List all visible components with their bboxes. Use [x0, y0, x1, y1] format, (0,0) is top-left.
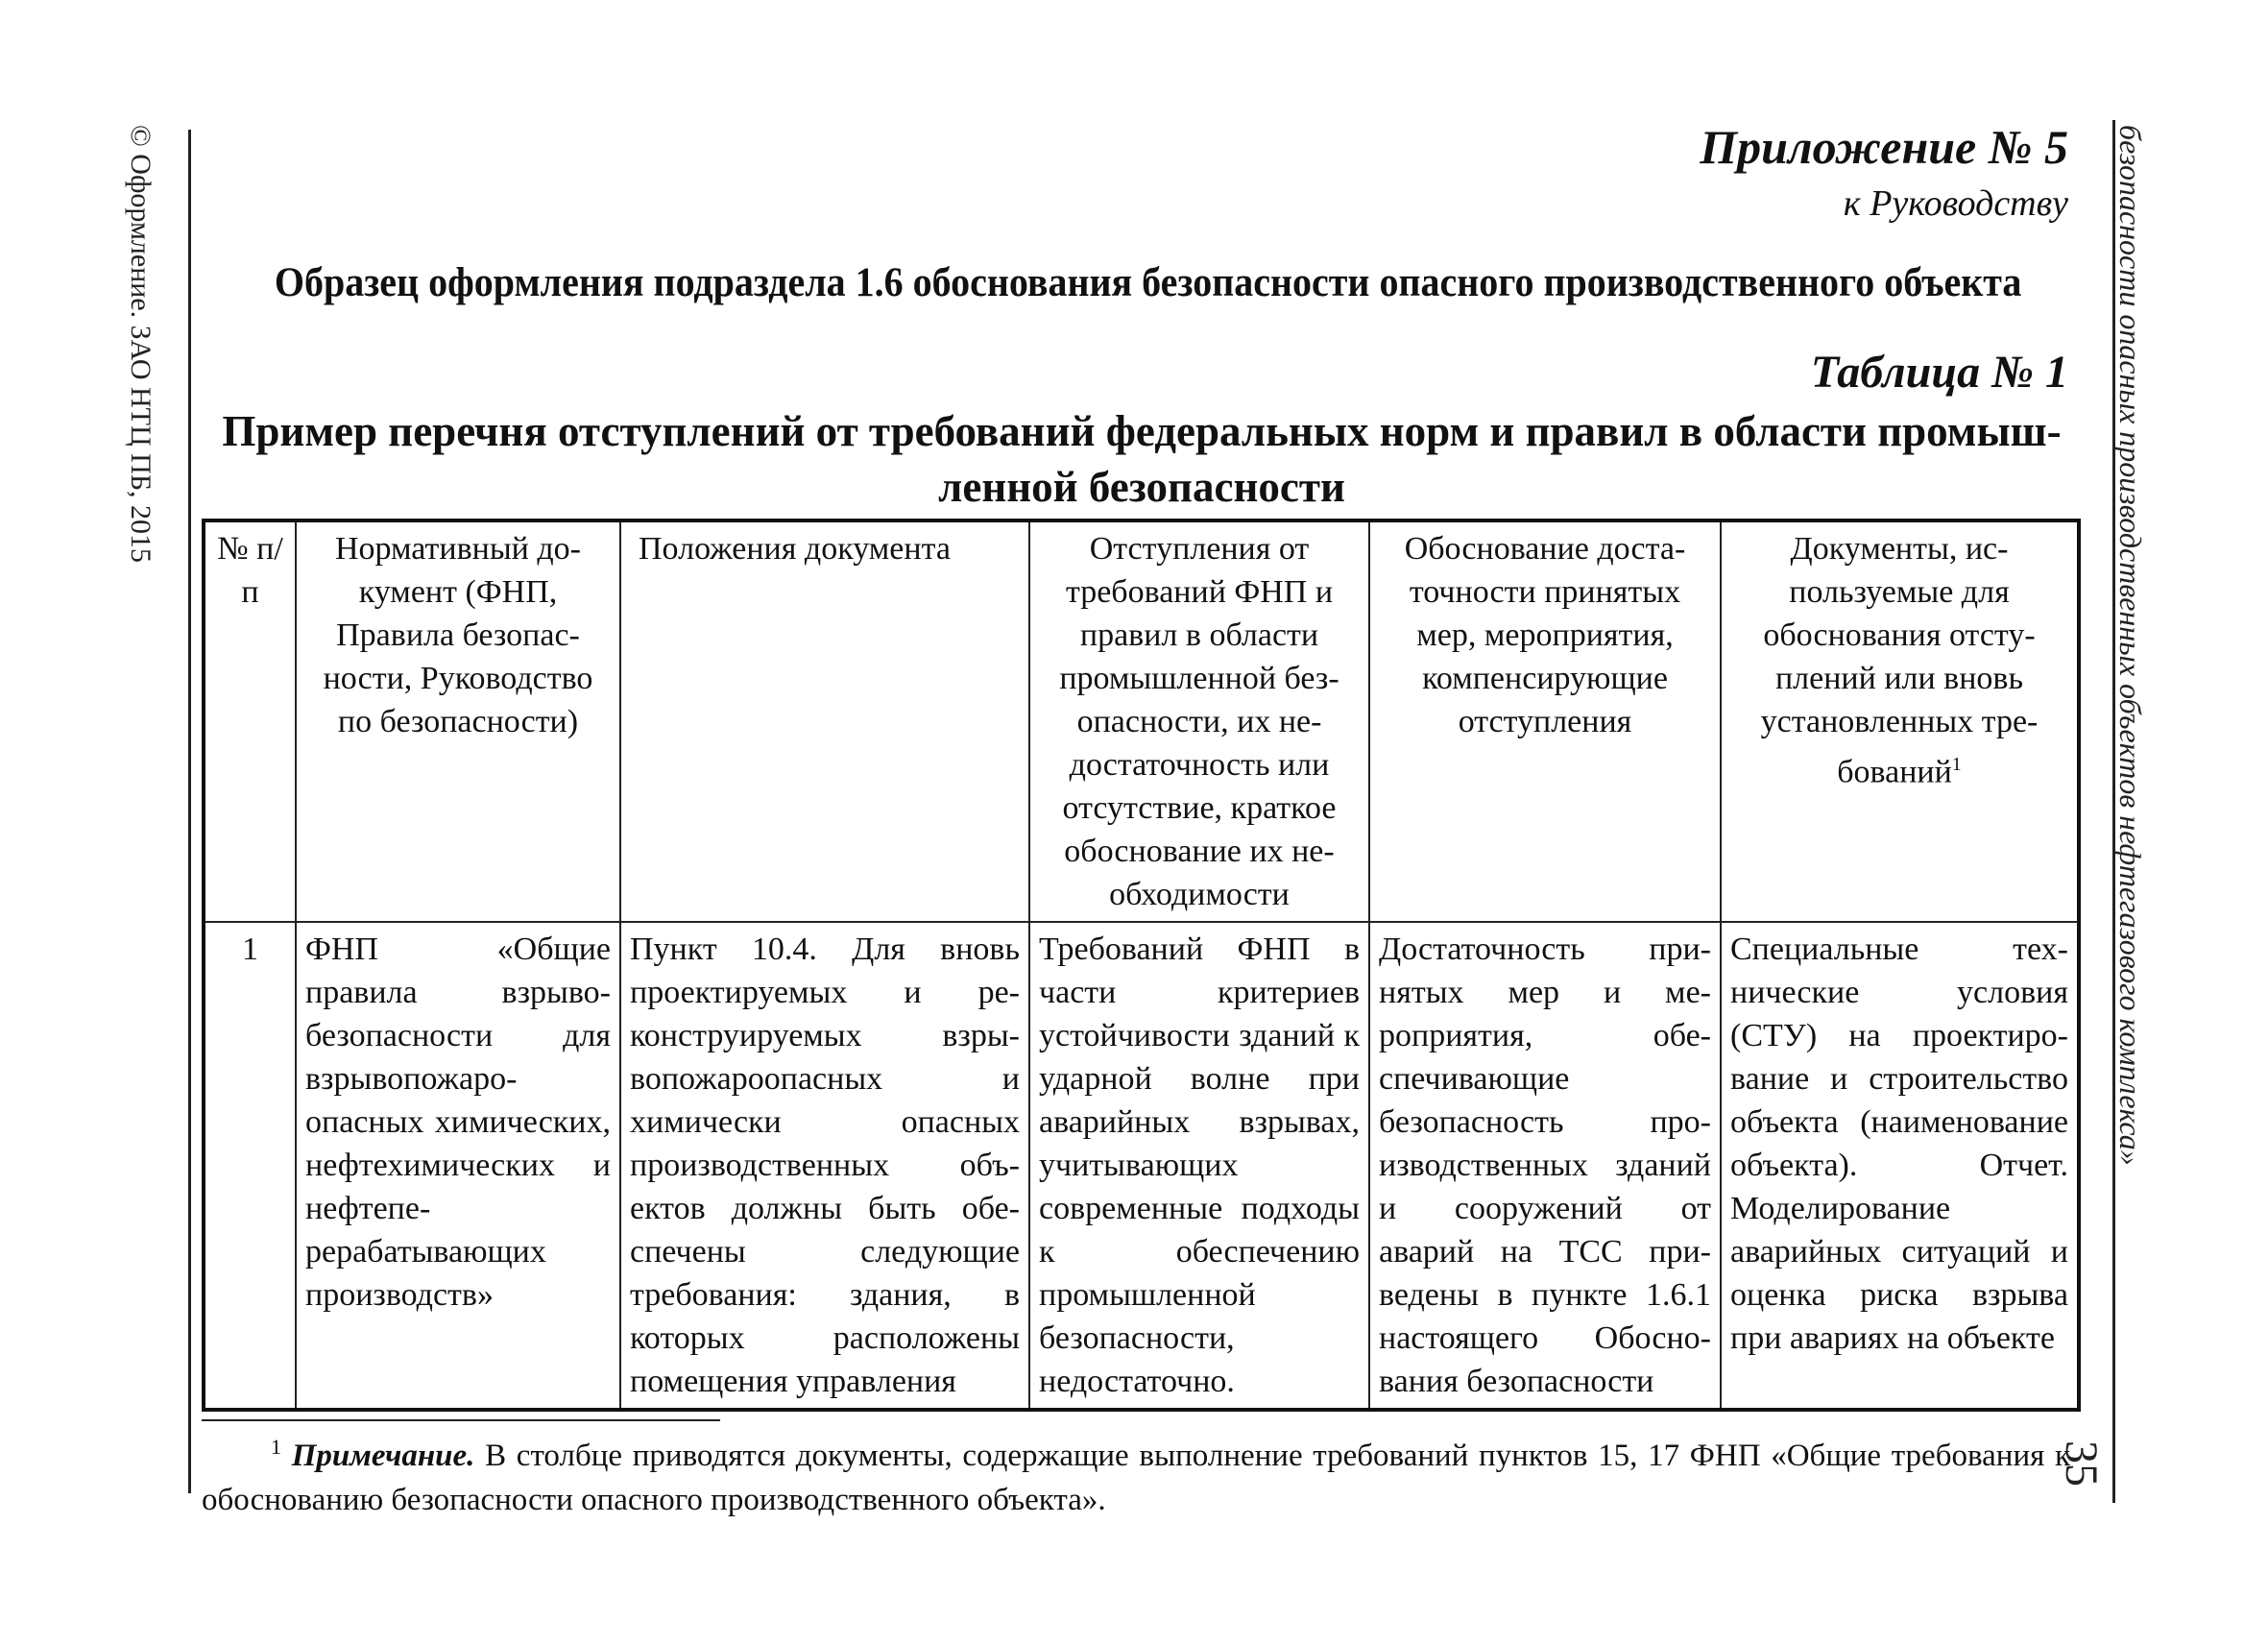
margin-copyright: © Оформление. ЗАО НТЦ ПБ, 2015 — [125, 125, 157, 564]
footnote-text: В столбце приводятся документы, содержащие выполнение требований пунктов 15, 17 ФНП «Общие требования к обоснованию безопасности опасного производственного объекта». — [202, 1439, 2070, 1517]
appendix-subtitle: к Руководству — [1843, 183, 2068, 224]
page-heading: Образец оформления подраздела 1.6 обоснования безопасности опасного производственного объекта — [274, 260, 2022, 305]
left-rule — [188, 130, 191, 1493]
cell-documents: Специальные технические условия (СТУ) на проектирование и строительство объекта (наименование объекта). Отчет. Моделирование аварийных ситуаций и оценка риска взрыва при авариях на объекте — [1721, 922, 2079, 1410]
footnote-label: Примечание. — [291, 1439, 475, 1473]
margin-running-title: безопасности опасных производственных объектов нефтегазового комплекса» — [2113, 125, 2148, 1166]
table-title: Пример перечня отступлений от требований федеральных норм и правил в области промышленной безопасности — [222, 407, 2062, 511]
table-header-row — [204, 520, 2079, 922]
footnote-marker: 1 — [271, 1435, 281, 1459]
footnote-rule — [202, 1419, 720, 1421]
cell-deviations: Требований ФНП в части критериев устойчивости зданий к ударной волне при аварийных взрывах, учитывающих современные подходы к обеспечению промышленной безопасности, недостаточно. — [1029, 922, 1369, 1410]
header-provisions: Положения документа — [620, 520, 1029, 922]
table-row — [204, 922, 2079, 1410]
cell-num: 1 — [204, 922, 296, 1410]
cell-normative-doc: ФНП «Общие правила взрывобезопасности для взрывопожароопасных химических, нефтехимических и нефтеперерабатывающих производств» — [296, 922, 620, 1410]
appendix-title: Приложение № 5 — [1700, 120, 2068, 174]
header-documents — [1721, 520, 2079, 922]
table-label: Таблица № 1 — [1810, 347, 2068, 398]
header-num: № п/п — [204, 520, 296, 922]
header-normative-doc: Нормативный документ (ФНП, Правила безопасности, Руководство по безопасности) — [296, 520, 620, 922]
page-number: 35 — [2056, 1440, 2107, 1487]
deviations-table — [202, 519, 2081, 1412]
header-justification: Обоснование достаточности принятых мер, мероприятия, компенсирующие отступления — [1369, 520, 1721, 922]
header-deviations: Отступления от требований ФНП и правил в области промышленной безопасности, их недостаточность или отсутствие, краткое обоснование их необходимости — [1029, 520, 1369, 922]
footnote — [202, 1425, 2070, 1522]
cell-provisions: Пункт 10.4. Для вновь проектируемых и реконструируемых взрывопожароопасных и химически опасных производственных объектов должны быть обеспечены следующие требования: здания, в которых расположены помещения управления — [620, 922, 1029, 1410]
header-documents-text: Документы, используемые для обоснования отступлений или вновь установленных требований — [1760, 531, 2039, 790]
header-footnote-marker: 1 — [1951, 754, 1962, 775]
cell-justification: Достаточность принятых мер и мероприятия, обеспечивающие безопасность производственных зданий и сооружений от аварий на ТСС приведены в пункте 1.6.1 настоящего Обоснования безопасности — [1369, 922, 1721, 1410]
